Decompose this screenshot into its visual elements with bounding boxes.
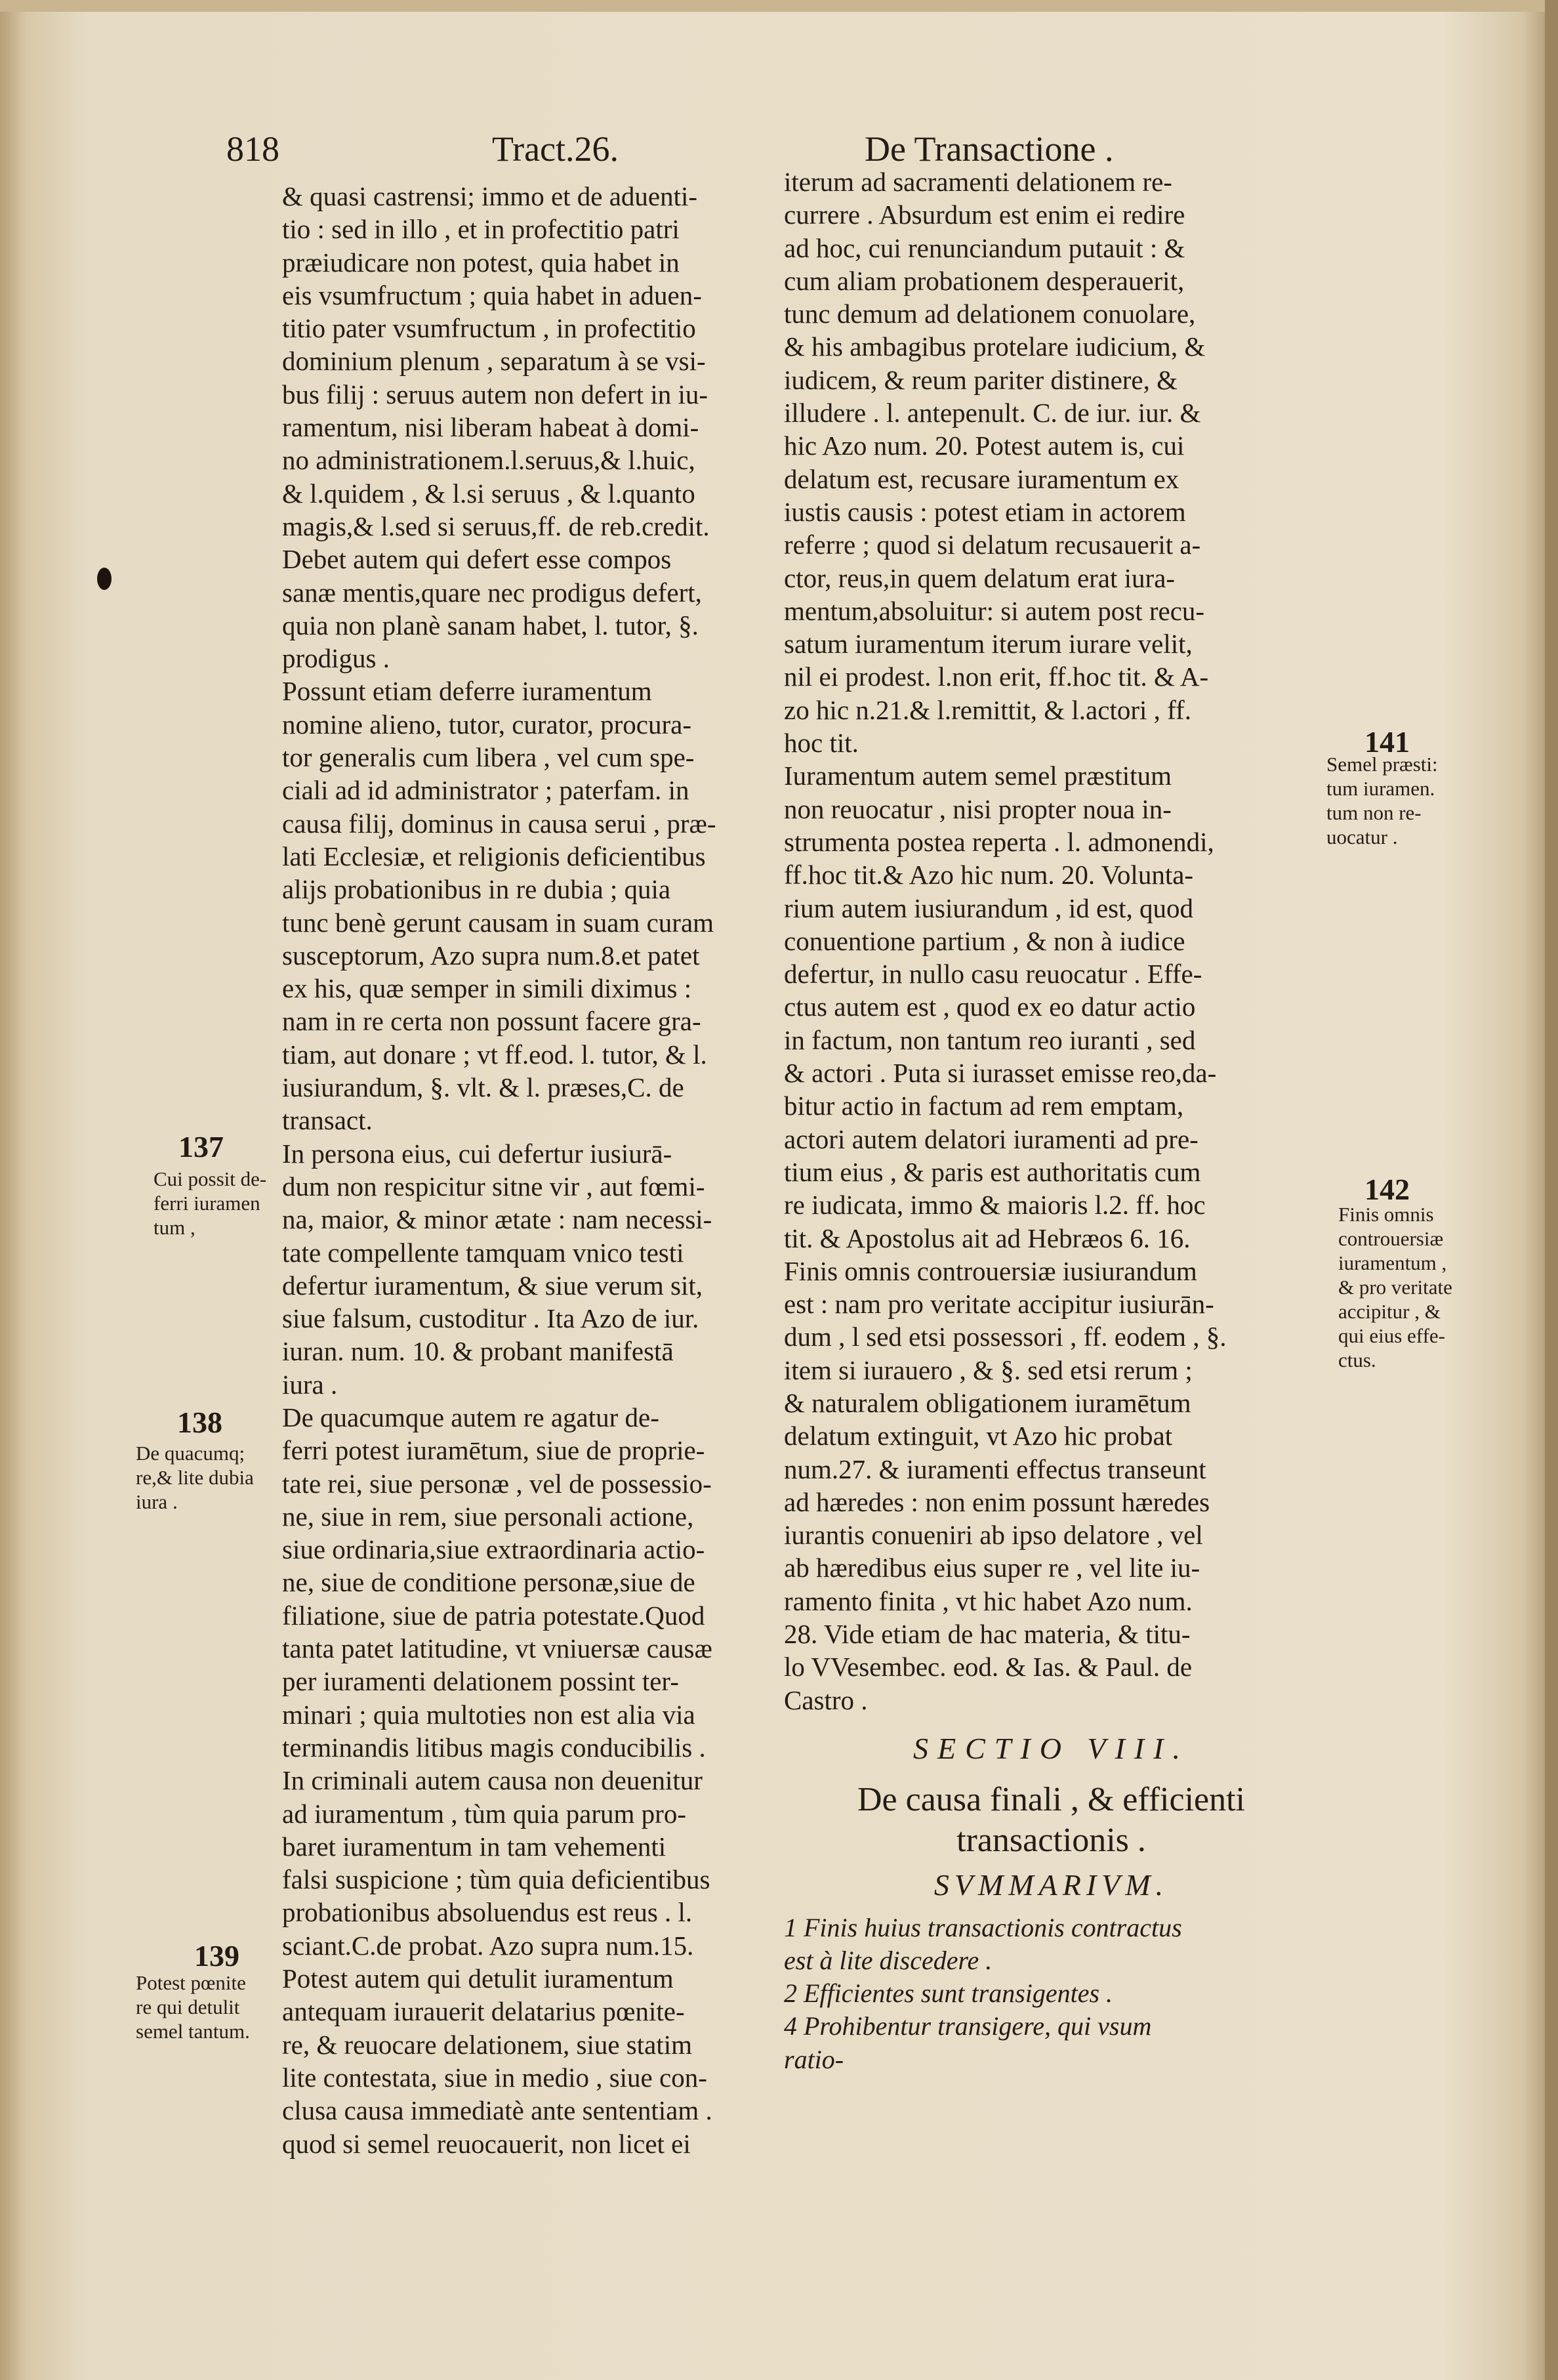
text-line: Iuramentum autem semel præstitum xyxy=(784,761,1172,791)
text-line: iuran. num. 10. & probant manifestā xyxy=(282,1336,674,1367)
text-line: in factum, non tantum reo iuranti , sed xyxy=(784,1024,1196,1055)
text-line: lati Ecclesiæ, et religionis deficientibus xyxy=(282,841,706,871)
text-line: iudicem, & reum pariter distinere, & xyxy=(784,364,1178,395)
text-line: illudere . l. antepenult. C. de iur. iur. & xyxy=(784,398,1201,428)
text-line: currere . Absurdum est enim ei redire xyxy=(784,199,1185,230)
text-line: tunc benè gerunt causam in suam curam xyxy=(282,907,714,938)
margin-note-line: controuersiæ xyxy=(1338,1227,1444,1250)
margin-note-line: iuramentum , xyxy=(1338,1251,1447,1274)
text-line: iura . xyxy=(282,1369,338,1400)
text-line: siue falsum, custoditur . Ita Azo de iur. xyxy=(282,1303,699,1334)
section-title-line1: De causa finali , & efficienti xyxy=(857,1781,1246,1819)
margin-note-line: & pro veritate xyxy=(1338,1276,1452,1299)
text-line: lite contestata, siue in medio , siue con- xyxy=(282,2062,707,2093)
margin-note-141 xyxy=(1326,752,1438,849)
text-line: terminandis litibus magis conducibilis . xyxy=(282,1732,706,1763)
text-line: In persona eius, cui defertur iusiurā- xyxy=(282,1138,672,1169)
text-line: ff.hoc tit.& Azo hic num. 20. Volunta- xyxy=(784,860,1194,890)
text-line: strumenta postea reperta . l. admonendi, xyxy=(784,826,1214,857)
section-title-line2: transactionis . xyxy=(956,1822,1146,1860)
margin-number-139: 139 xyxy=(194,1939,239,1973)
text-line: antequam iurauerit delatarius pœnite- xyxy=(282,1996,685,2027)
text-line: ctor, reus,in quem delatum erat iura- xyxy=(784,562,1176,593)
text-line: prodigus . xyxy=(282,643,390,674)
text-line: clusa causa immediatè ante sententiam . xyxy=(282,2095,712,2126)
text-line: ex his, quæ semper in simili diximus : xyxy=(282,973,692,1004)
margin-number-138: 138 xyxy=(177,1406,222,1439)
margin-number-137: 137 xyxy=(178,1130,224,1163)
margin-note-line: ctus. xyxy=(1338,1348,1376,1371)
text-line: non reuocatur , nisi propter noua in- xyxy=(784,793,1172,824)
text-line: delatum extinguit, vt Azo hic probat xyxy=(784,1421,1173,1451)
text-line: mentum,absoluitur: si autem post recu- xyxy=(784,595,1205,626)
text-line: no administrationem.l.seruus,& l.huic, xyxy=(282,445,695,476)
summarium-item: 4 Prohibentur transigere, qui vsum xyxy=(784,2011,1152,2041)
margin-note-137 xyxy=(154,1167,266,1240)
text-line: ne, siue in rem, siue personali actione, xyxy=(282,1501,694,1532)
summarium-item: est à lite discedere . xyxy=(784,1945,993,1975)
text-line: tor generalis cum libera , vel cum spe- xyxy=(282,742,695,773)
margin-note-line: Finis omnis xyxy=(1338,1203,1434,1226)
text-line: filiatione, siue de patria potestate.Quod xyxy=(282,1600,705,1631)
margin-number-141: 141 xyxy=(1364,725,1410,759)
text-line: referre ; quod si delatum recusauerit a- xyxy=(784,530,1201,560)
text-line: dum , l sed etsi possessori , ff. eodem , §. xyxy=(784,1322,1227,1352)
left-column xyxy=(282,180,812,2160)
text-line: delatum est, recusare iuramentum ex xyxy=(784,463,1179,494)
margin-note-line: Potest pœnite xyxy=(136,1971,246,1994)
tract-heading: Tract.26. xyxy=(492,129,619,169)
text-line: Potest autem qui detulit iuramentum xyxy=(282,1963,674,1994)
text-line: magis,& l.sed si seruus,ff. de reb.credit. xyxy=(282,511,710,541)
margin-note-line: qui eius effe- xyxy=(1338,1324,1445,1347)
text-line: susceptorum, Azo supra num.8.et patet xyxy=(282,940,700,971)
text-line: tium eius , & paris est authoritatis cum xyxy=(784,1156,1201,1187)
text-line: per iuramenti delationem possint ter- xyxy=(282,1666,679,1697)
summarium-item: ratio- xyxy=(784,2044,844,2074)
ink-blot xyxy=(97,568,112,590)
text-line: ad iuramentum , tùm quia parum pro- xyxy=(282,1798,686,1829)
text-line: re iudicata, immo & maioris l.2. ff. hoc xyxy=(784,1190,1206,1221)
text-line: iterum ad sacramenti delationem re- xyxy=(784,167,1172,197)
margin-note-line: ferri iuramen xyxy=(154,1192,260,1215)
text-line: cum aliam probationem desperauerit, xyxy=(784,265,1185,296)
running-title: De Transactione . xyxy=(865,129,1114,169)
section-heading: SECTIO VIII. xyxy=(913,1732,1189,1765)
text-line: ne, siue de conditione personæ,siue de xyxy=(282,1567,695,1598)
margin-note-line: De quacumq; xyxy=(136,1442,245,1465)
margin-note-line: tum iuramen. xyxy=(1326,777,1435,800)
text-line: & his ambagibus protelare iudicium, & xyxy=(784,331,1206,362)
margin-note-line: tum non re- xyxy=(1326,801,1422,824)
right-column xyxy=(784,165,1319,2076)
text-line: iurantis conueniri ab ipso delatore , vel xyxy=(784,1520,1203,1551)
summarium-heading: SVMMARIVM. xyxy=(933,1869,1169,1902)
text-line: siue ordinaria,siue extraordinaria actio- xyxy=(282,1534,705,1565)
text-line: titio pater vsumfructum , in profectitio xyxy=(282,313,696,344)
text-line: Finis omnis controuersiæ iusiurandum xyxy=(784,1255,1197,1286)
text-line: tate compellente tamquam vnico testi xyxy=(282,1237,684,1268)
text-line: nam in re certa non possunt facere gra- xyxy=(282,1006,701,1037)
margin-note-line: re qui detulit xyxy=(136,1995,240,2018)
text-line: 28. Vide etiam de hac materia, & titu- xyxy=(784,1619,1191,1650)
text-line: tit. & Apostolus ait ad Hebræos 6. 16. xyxy=(784,1222,1191,1253)
text-line: tunc demum ad delationem conuolare, xyxy=(784,299,1196,329)
text-line: & naturalem obligationem iuramētum xyxy=(784,1387,1191,1418)
text-line: tate rei, siue personæ , vel de possessio- xyxy=(282,1468,712,1499)
text-line: ferri potest iuramētum, siue de proprie- xyxy=(282,1435,705,1466)
text-line: minari ; quia multoties non est alia via xyxy=(282,1699,695,1730)
text-line: conuentione partium , & non à iudice xyxy=(784,925,1185,956)
text-line: ramento finita , vt hic habet Azo num. xyxy=(784,1585,1193,1616)
text-line: & quasi castrensi; immo et de aduenti- xyxy=(282,181,698,211)
text-line: tanta patet latitudine, vt vniuersæ causæ xyxy=(282,1633,712,1664)
text-line: & l.quidem , & l.si seruus , & l.quanto xyxy=(282,478,695,509)
margin-note-line: accipitur , & xyxy=(1338,1300,1441,1323)
text-line: ciali ad id administrator ; paterfam. in xyxy=(282,775,689,806)
text-line: Possunt etiam deferre iuramentum xyxy=(282,676,652,707)
text-line: tiam, aut donare ; vt ff.eod. l. tutor, & l. xyxy=(282,1039,707,1070)
text-line: eis vsumfructum ; quia habet in aduen- xyxy=(282,280,702,310)
text-line: ab hæredibus eius super re , vel lite iu- xyxy=(784,1553,1200,1583)
text-line: ramentum, nisi liberam habeat à domi- xyxy=(282,412,699,443)
text-line: præiudicare non potest, quia habet in xyxy=(282,247,680,278)
text-line: actori autem delatori iuramenti ad pre- xyxy=(784,1123,1199,1154)
text-line: tio : sed in illo , et in profectitio patri xyxy=(282,214,680,245)
text-line: Castro . xyxy=(784,1684,868,1715)
margin-note-line: tum , xyxy=(154,1216,195,1239)
text-line: & actori . Puta si iurasset emisse reo,da- xyxy=(784,1058,1217,1089)
text-line: ctus autem est , quod ex eo datur actio xyxy=(784,992,1196,1022)
right-column-body xyxy=(784,165,1319,1717)
text-line: bus filij : seruus autem non defert in iu- xyxy=(282,379,708,409)
text-line: bitur actio in factum ad rem emptam, xyxy=(784,1091,1184,1121)
top-edge xyxy=(0,0,1558,12)
text-line: defertur, in nullo casu reuocatur . Effe- xyxy=(784,959,1202,990)
text-line: rium autem iusiurandum , id est, quod xyxy=(784,892,1194,923)
page-gutter xyxy=(1545,0,1558,2380)
text-line: zo hic n.21.& l.remittit, & l.actori , ff. xyxy=(784,694,1191,725)
text-line: sciant.C.de probat. Azo supra num.15. xyxy=(282,1930,694,1961)
text-line: quia non planè sanam habet, l. tutor, §. xyxy=(282,610,699,640)
summarium-item: 2 Efficientes sunt transigentes . xyxy=(784,1978,1113,2009)
text-line: na, maior, & minor ætate : nam necessi- xyxy=(282,1204,712,1235)
text-line: quod si semel reuocauerit, non licet ei xyxy=(282,2128,691,2159)
text-line: dum non respicitur sitne vir , aut fœmi- xyxy=(282,1171,705,1201)
margin-note-line: Cui possit de- xyxy=(154,1167,267,1190)
text-line: lo VVesembec. eod. & Ias. & Paul. de xyxy=(784,1652,1193,1682)
text-line: De quacumque autem re agatur de- xyxy=(282,1402,659,1432)
text-line: falsi suspicione ; tùm quia deficientibus xyxy=(282,1864,710,1895)
text-line: In criminali autem causa non deuenitur xyxy=(282,1765,703,1796)
margin-note-139 xyxy=(136,1971,250,2043)
text-line: dominium plenum , separatum à se vsi- xyxy=(282,346,706,377)
margin-note-142 xyxy=(1338,1202,1452,1372)
summarium-item: 1 Finis huius transactionis contractus xyxy=(784,1912,1182,1942)
margin-note-line: semel tantum. xyxy=(136,2020,250,2043)
margin-note-line: Semel præsti: xyxy=(1326,753,1438,776)
text-line: iustis causis : potest etiam in actorem xyxy=(784,496,1186,527)
text-line: est : nam pro veritate accipitur iusiurān- xyxy=(784,1289,1214,1320)
text-line: satum iuramentum iterum iurare velit, xyxy=(784,629,1193,659)
text-line: ad hoc, cui renunciandum putauit : & xyxy=(784,232,1185,263)
text-line: defertur iuramentum, & siue verum sit, xyxy=(282,1270,703,1301)
text-line: transact. xyxy=(282,1105,373,1136)
text-line: ad hæredes : non enim possunt hæredes xyxy=(784,1486,1210,1517)
page-number: 818 xyxy=(226,129,279,169)
text-line: Debet autem qui defert esse compos xyxy=(282,544,672,575)
text-line: probationibus absoluendus est reus . l. xyxy=(282,1897,693,1928)
text-line: re, & reuocare delationem, siue statim xyxy=(282,2029,693,2060)
summarium-list xyxy=(784,1911,1319,2076)
margin-number-142: 142 xyxy=(1364,1173,1410,1206)
text-line: nomine alieno, tutor, curator, procura- xyxy=(282,709,692,740)
text-line: causa filij, dominus in causa serui , præ- xyxy=(282,808,716,839)
margin-note-line: re,& lite dubia xyxy=(136,1466,254,1489)
margin-note-line: uocatur . xyxy=(1326,825,1398,848)
text-line: sanæ mentis,quare nec prodigus defert, xyxy=(282,577,702,608)
text-line: item si iurauero , & §. sed etsi rerum ; xyxy=(784,1354,1193,1385)
text-line: hoc tit. xyxy=(784,728,859,759)
text-line: hic Azo num. 20. Potest autem is, cui xyxy=(784,430,1185,461)
text-line: iusiurandum, §. vlt. & l. præses,C. de xyxy=(282,1072,684,1103)
text-line: alijs probationibus in re dubia ; quia xyxy=(282,874,671,905)
text-line: nil ei prodest. l.non erit, ff.hoc tit. & A- xyxy=(784,661,1209,692)
text-line: baret iuramentum in tam vehementi xyxy=(282,1831,666,1862)
text-line: num.27. & iuramenti effectus transeunt xyxy=(784,1453,1206,1484)
margin-note-138 xyxy=(136,1441,254,1514)
margin-note-line: iura . xyxy=(136,1490,178,1513)
